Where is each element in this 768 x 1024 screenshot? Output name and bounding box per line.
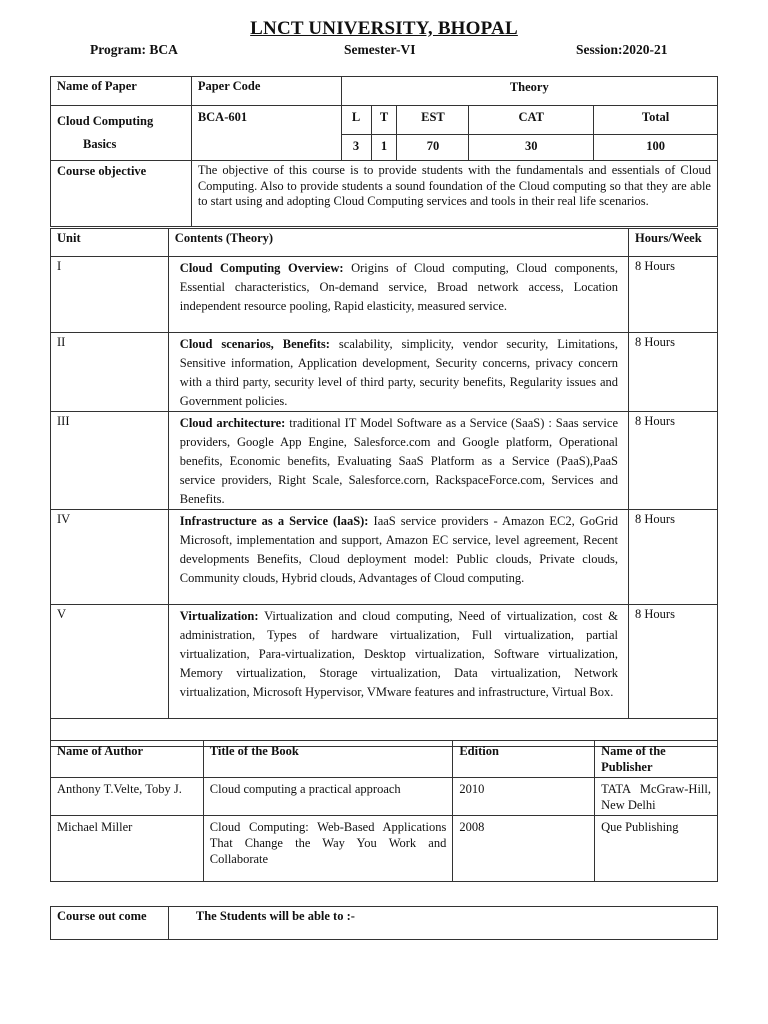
- paper-name-label: Name of Paper: [51, 77, 192, 106]
- col-est: EST: [397, 106, 469, 135]
- unit-title: Virtualization:: [179, 609, 259, 623]
- units-table: [50, 228, 718, 747]
- program-label: Program: BCA: [90, 42, 178, 57]
- val-total: 100: [594, 135, 718, 161]
- unit-contents: [168, 333, 628, 412]
- paper-name-cell: [51, 106, 192, 161]
- unit-text: Virtualization and cloud computing, Need of virtualization, cost & administration, Types of hardware virtualization, Full virtualization, partial virtualization, Para-virtualization, Desktop virtualization, Software virtualization, Memory virtualization, Storage virtualization, Data virtualization, Network virtualization, Microsoft Hypervisor, VMware features and infrastructure, Virtual Box.: [179, 609, 618, 699]
- edition-header: Edition: [453, 741, 595, 778]
- unit-number: I: [51, 257, 169, 333]
- book-author: Anthony T.Velte, Toby J.: [51, 778, 204, 816]
- contents-header: Contents (Theory): [168, 229, 628, 257]
- unit-number: II: [51, 333, 169, 412]
- paper-info-table: [50, 76, 718, 227]
- book-title-header: Title of the Book: [203, 741, 453, 778]
- unit-number: IV: [51, 510, 169, 605]
- paper-name-line2: Basics: [83, 137, 117, 151]
- unit-hours: 8 Hours: [629, 257, 718, 333]
- book-title: Cloud Computing: Web-Based Applications That Change the Way You Work and Collaborate: [203, 816, 453, 882]
- paper-code-label: Paper Code: [191, 77, 341, 106]
- unit-contents: [168, 605, 628, 719]
- book-edition: 2010: [453, 778, 595, 816]
- col-total: Total: [594, 106, 718, 135]
- unit-title: Infrastructure as a Service (laaS):: [179, 514, 369, 528]
- publisher-header: Name of the Publisher: [595, 741, 718, 778]
- book-publisher: Que Publishing: [595, 816, 718, 882]
- paper-name-line1: Cloud Computing: [57, 114, 154, 128]
- val-cat: 30: [469, 135, 594, 161]
- col-l: L: [341, 106, 371, 135]
- unit-text: scalability, simplicity, vendor security, Limitations, Sensitive information, Application development, Security concerns, privacy concern with a third party, security level of third party, security benefits, Regularity issues and Government policies.: [179, 337, 618, 408]
- outcome-label: Course out come: [51, 907, 169, 940]
- semester-label: Semester-VI: [344, 42, 416, 57]
- val-est: 70: [397, 135, 469, 161]
- paper-code-value: BCA-601: [191, 106, 341, 161]
- unit-text: Origins of Cloud computing, Cloud components, Essential characteristics, On-demand service, Broad network access, Location independent resource pooling, Rapid elasticity, measured service.: [179, 261, 618, 313]
- unit-number: V: [51, 605, 169, 719]
- unit-contents: [168, 412, 628, 510]
- book-row: [51, 816, 718, 882]
- author-header: Name of Author: [51, 741, 204, 778]
- unit-title: Cloud architecture:: [179, 416, 286, 430]
- unit-text: IaaS service providers - Amazon EC2, GoGrid Microsoft, implementation and support, Amazon EC service, level agreement, Recent developments Benefits, Cloud deployment model: Public clouds, Private clouds, Community clouds, Hybrid clouds, Advantages of Cloud computing.: [179, 514, 618, 585]
- session-label: Session:2020-21: [576, 42, 668, 57]
- unit-contents: [168, 510, 628, 605]
- objective-text: The objective of this course is to provide students with the fundamentals and essentials of Cloud Computing. Also to provide students a sound foundation of the Cloud computing so that they are able to start using and adopting Cloud Computing services and tools in their real life scenarios.: [191, 161, 717, 227]
- books-table: [50, 740, 718, 882]
- hours-header: Hours/Week: [629, 229, 718, 257]
- unit-title: Cloud Computing Overview:: [179, 261, 344, 275]
- unit-row: [51, 412, 718, 510]
- unit-hours: 8 Hours: [629, 605, 718, 719]
- unit-hours: 8 Hours: [629, 510, 718, 605]
- col-cat: CAT: [469, 106, 594, 135]
- book-edition: 2008: [453, 816, 595, 882]
- unit-number: III: [51, 412, 169, 510]
- book-publisher: TATA McGraw-Hill, New Delhi: [595, 778, 718, 816]
- unit-hours: 8 Hours: [629, 333, 718, 412]
- book-title: Cloud computing a practical approach: [203, 778, 453, 816]
- unit-row: [51, 257, 718, 333]
- unit-row: [51, 333, 718, 412]
- unit-hours: 8 Hours: [629, 412, 718, 510]
- unit-text: traditional IT Model Software as a Service (SaaS) : Saas service providers, Google App Engine, Salesforce.com and Google platform, Operational benefits, Economic benefits, Evaluating SaaS Platform as a Service (PaaS),PaaS service providers, Right Scale, Salesforce.corn, RackspaceForce.com, Services and Benefits.: [179, 416, 618, 506]
- objective-label: Course objective: [51, 161, 192, 227]
- unit-row: [51, 510, 718, 605]
- theory-label: Theory: [341, 77, 717, 106]
- col-t: T: [371, 106, 397, 135]
- university-title: LNCT UNIVERSITY, BHOPAL: [250, 18, 518, 39]
- outcome-table: [50, 906, 718, 940]
- unit-title: Cloud scenarios, Benefits:: [179, 337, 330, 351]
- book-row: [51, 778, 718, 816]
- val-l: 3: [341, 135, 371, 161]
- outcome-text: The Students will be able to :-: [168, 907, 717, 940]
- unit-header: Unit: [51, 229, 169, 257]
- val-t: 1: [371, 135, 397, 161]
- unit-row: [51, 605, 718, 719]
- book-author: Michael Miller: [51, 816, 204, 882]
- unit-contents: [168, 257, 628, 333]
